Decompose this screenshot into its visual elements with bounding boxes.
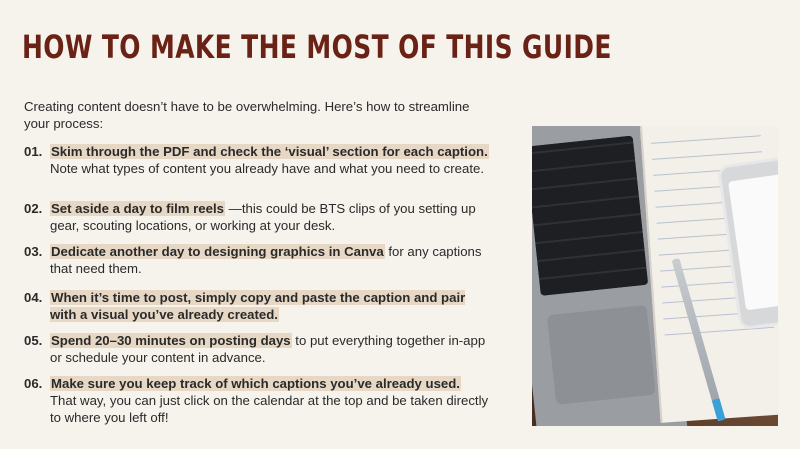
step-highlight: Skim through the PDF and check the ‘visual’ section for each caption. bbox=[51, 144, 488, 159]
step-highlight: When it’s time to post, simply copy and paste the caption and pair with a visual you’ve already created. bbox=[50, 290, 466, 322]
list-item bbox=[24, 143, 490, 177]
step-rest: That way, you can just click on the calendar at the top and be taken directly to where you left off! bbox=[50, 393, 489, 425]
list-item bbox=[24, 200, 490, 234]
step-highlight: Make sure you keep track of which captions you’ve already used. bbox=[51, 376, 460, 391]
list-item bbox=[24, 332, 490, 366]
step-text bbox=[50, 200, 490, 234]
intro-text: Creating content doesn’t have to be overwhelming. Here’s how to streamline your process: bbox=[24, 99, 470, 131]
trackpad-image bbox=[547, 305, 656, 405]
list-item bbox=[24, 289, 490, 323]
step-rest: for any captions that need them. bbox=[50, 244, 482, 276]
step-text bbox=[50, 289, 490, 323]
step-text bbox=[50, 243, 490, 277]
step-text bbox=[50, 143, 490, 177]
list-item bbox=[24, 375, 490, 426]
step-rest: Note what types of content you already have and what you need to create. bbox=[50, 161, 485, 176]
step-rest: to put everything together in-app or schedule your content in advance. bbox=[50, 333, 486, 365]
page-title: HOW TO MAKE THE MOST OF THIS GUIDE bbox=[22, 28, 612, 66]
step-highlight: Spend 20–30 minutes on posting days bbox=[51, 333, 291, 348]
step-number: 01. bbox=[24, 144, 43, 159]
step-text bbox=[50, 375, 490, 426]
step-number: 05. bbox=[24, 333, 43, 348]
step-rest: —this could be BTS clips of you setting up gear, scouting locations, or working at your desk. bbox=[50, 201, 476, 233]
step-number: 02. bbox=[24, 201, 43, 216]
desk-photo bbox=[532, 126, 778, 426]
step-number: 03. bbox=[24, 244, 43, 259]
step-number: 06. bbox=[24, 376, 43, 391]
step-highlight: Set aside a day to film reels bbox=[51, 201, 224, 216]
keyboard-image bbox=[532, 135, 648, 295]
step-number: 04. bbox=[24, 290, 43, 305]
list-item bbox=[24, 243, 490, 277]
step-highlight: Dedicate another day to designing graphics in Canva bbox=[51, 244, 384, 259]
step-text bbox=[50, 332, 490, 366]
